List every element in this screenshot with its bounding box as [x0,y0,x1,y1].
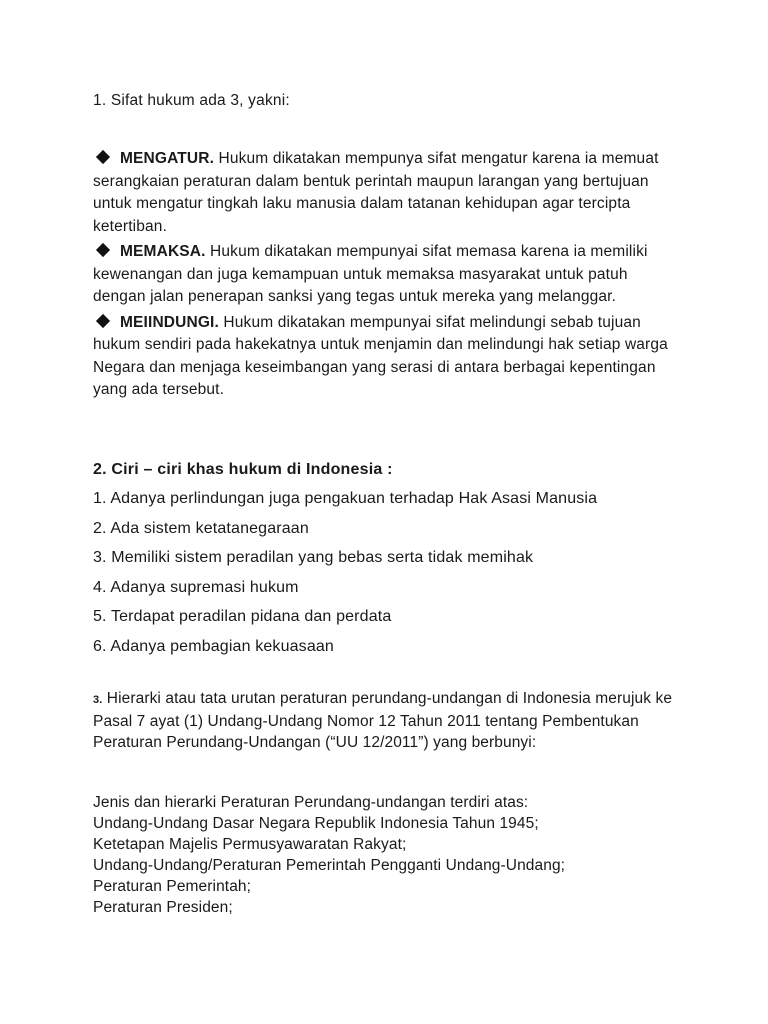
sifat-description: Hukum dikatakan mempunyai sifat melindungi sebab tujuan hukum sendiri pada hakekatnya untuk menjamin dan melindungi hak setiap warga Negara dan menjaga keseimbangan yang serasi di antara berbagai kepentingan yang ada tersebut. [93,313,668,398]
list-item: 6. Adanya pembagian kekuasaan [93,637,334,655]
diamond-bullet-icon [96,243,110,257]
section-2-heading: 2. Ciri – ciri khas hukum di Indonesia : [93,461,393,478]
sifat-description: Hukum dikatakan mempunya sifat mengatur karena ia memuat serangkaian peraturan dalam bentuk perintah maupun larangan yang bertujuan untuk mengatur tingkah laku manusia dalam tatanan kehidupan agar tercipta ketertiban. [93,150,659,235]
list-item: 3. Memiliki sistem peradilan yang bebas serta tidak memihak [93,549,534,566]
sifat-term: MENGATUR. [120,150,215,167]
sifat-term: MEIINDUNGI. [120,313,219,331]
section-1-heading: 1. Sifat hukum ada 3, yakni: [93,92,290,109]
hierarki-list [93,792,693,918]
diamond-bullet-icon [96,313,110,327]
sifat-item-melindungi [93,312,683,402]
list-item: 2. Ada sistem ketatanegaraan [93,519,309,537]
list-item: 5. Terdapat peradilan pidana dan perdata [93,608,392,625]
list-item: Undang-Undang/Peraturan Pemerintah Pengganti Undang-Undang; [93,857,566,874]
list-item: Undang-Undang Dasar Negara Republik Indonesia Tahun 1945; [93,815,539,832]
sifat-item-memaksa [93,241,683,309]
list-item: Peraturan Pemerintah; [93,878,252,895]
diamond-bullet-icon [96,150,110,164]
list-item: Peraturan Presiden; [93,899,233,916]
section-3-text: Hierarki atau tata urutan peraturan perundang-undangan di Indonesia merujuk ke Pasal 7 ayat (1) Undang-Undang Nomor 12 Tahun 2011 tentang Pembentukan Peraturan Perundang-Undangan (“UU 12/2011”) yang berbunyi: [93,690,673,751]
sifat-term: MEMAKSA. [120,243,206,260]
list-item: 4. Adanya supremasi hukum [93,578,299,596]
section-3-number: 3. [93,694,103,706]
ciri-hukum-list [93,488,597,665]
sifat-item-mengatur [93,148,683,238]
sifat-hukum-list [93,148,683,405]
list-item: Jenis dan hierarki Peraturan Perundang-undangan terdiri atas: [93,794,529,811]
sifat-description: Hukum dikatakan mempunyai sifat memasa karena ia memiliki kewenangan dan juga kemampuan untuk memaksa masyarakat untuk patuh dengan jalan penerapan sanksi yang tegas untuk mereka yang melanggar. [93,243,648,305]
list-item: 1. Adanya perlindungan juga pengakuan terhadap Hak Asasi Manusia [93,490,598,507]
list-item: Ketetapan Majelis Permusyawaratan Rakyat; [93,836,407,853]
section-3-paragraph [93,688,693,753]
